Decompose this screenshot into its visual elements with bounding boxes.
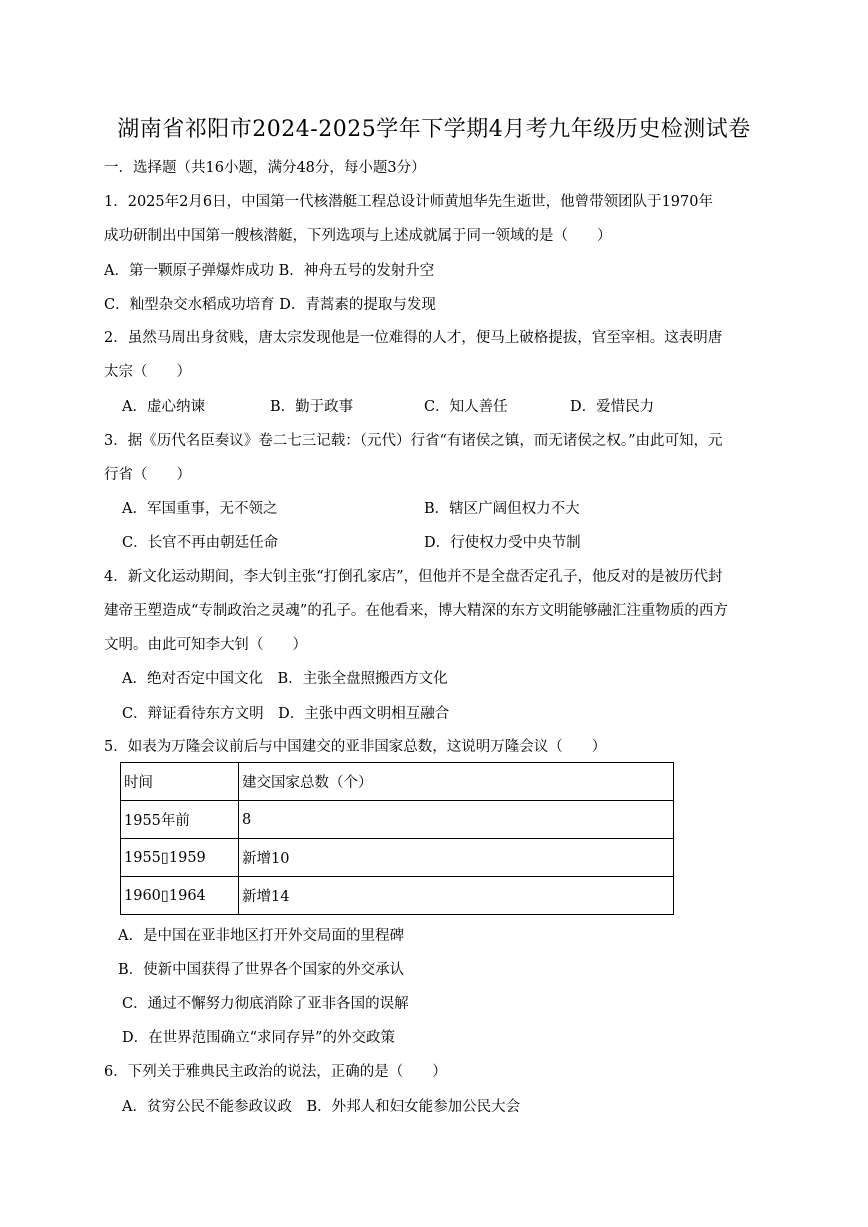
table-header-cell: 建交国家总数（个） [239,763,674,801]
q6-stem-line1: 6．下列关于雅典民主政治的说法，正确的是（ ） [104,1064,447,1080]
q3-stem-line2: 行省（ ） [104,467,191,483]
table-row [121,877,674,915]
q2-option-a: A．虚心纳谏 [122,399,205,415]
q4-options-row2: C．辩证看待东方文明 D．主张中西文明相互融合 [122,706,450,722]
q1-stem-line2: 成功研制出中国第一艘核潜艇，下列选项与上述成就属于同一领域的是（ ） [104,228,612,244]
table-header-row [121,763,674,801]
q4-options-row1: A．绝对否定中国文化 B．主张全盘照搬西方文化 [122,671,448,687]
table-cell: 1955年前 [121,801,239,839]
q5-stem-line1: 5．如表为万隆会议前后与中国建交的亚非国家总数，这说明万隆会议（ ） [104,739,607,755]
q1-options-row1: A．第一颗原子弹爆炸成功 B．神舟五号的发射升空 [104,263,435,279]
q5-option-d: D．在世界范围确立“求同存异”的外交政策 [122,1030,395,1046]
section-heading: 一．选择题（共16小题，满分48分，每小题3分） [104,160,426,176]
q3-option-a: A．军国重事，无不领之 [122,501,278,517]
q2-stem-line1: 2．虽然马周出身贫贱，唐太宗发现他是一位难得的人才，便马上破格提拔，官至宰相。这表明唐 [104,330,723,346]
table-cell: 1960▯1964 [121,877,239,915]
q5-option-c: C．通过不懈努力彻底消除了亚非各国的误解 [122,996,409,1012]
q2-option-d: D．爱惜民力 [570,399,655,415]
table-cell: 新增10 [239,839,674,877]
q4-stem-line1: 4．新文化运动期间，李大钊主张“打倒孔家店”，但他并不是全盘否定孔子，他反对的是被历代封 [104,569,723,585]
q4-stem-line3: 文明。由此可知李大钊（ ） [104,637,307,653]
q5-option-a: A．是中国在亚非地区打开外交局面的里程碑 [118,928,404,944]
q3-stem-line1: 3．据《历代名臣奏议》卷二七三记载：（元代）行省“有诸侯之镇，而无诸侯之权。”由此可知，元 [104,433,723,449]
q1-stem-line1: 1．2025年2月6日，中国第一代核潜艇工程总设计师黄旭华先生逝世，他曾带领团队于1970年 [104,194,713,210]
q4-stem-line2: 建帝王塑造成“专制政治之灵魂”的孔子。在他看来，博大精深的东方文明能够融汇注重物质的西方 [104,603,728,619]
q1-options-row2: C．籼型杂交水稻成功培育 D．青蒿素的提取与发现 [104,297,436,313]
exam-title: 湖南省祁阳市2024-2025学年下学期4月考九年级历史检测试卷 [117,117,751,142]
table-header-cell: 时间 [121,763,239,801]
q6-options-row1: A．贫穷公民不能参政议政 B．外邦人和妇女能参加公民大会 [122,1099,521,1115]
q2-option-b: B．勤于政事 [270,399,354,415]
q5-data-table [120,762,674,915]
q2-stem-line2: 太宗（ ） [104,364,191,380]
table-cell: 1955▯1959 [121,839,239,877]
q3-option-d: D．行使权力受中央节制 [424,535,581,551]
q3-option-b: B．辖区广阔但权力不大 [424,501,580,517]
q5-option-b: B．使新中国获得了世界各个国家的外交承认 [118,962,405,978]
table-cell: 8 [239,801,674,839]
q2-option-c: C．知人善任 [424,399,508,415]
table-cell: 新增14 [239,877,674,915]
q3-option-c: C．长官不再由朝廷任命 [122,535,279,551]
table-row [121,801,674,839]
table-row [121,839,674,877]
